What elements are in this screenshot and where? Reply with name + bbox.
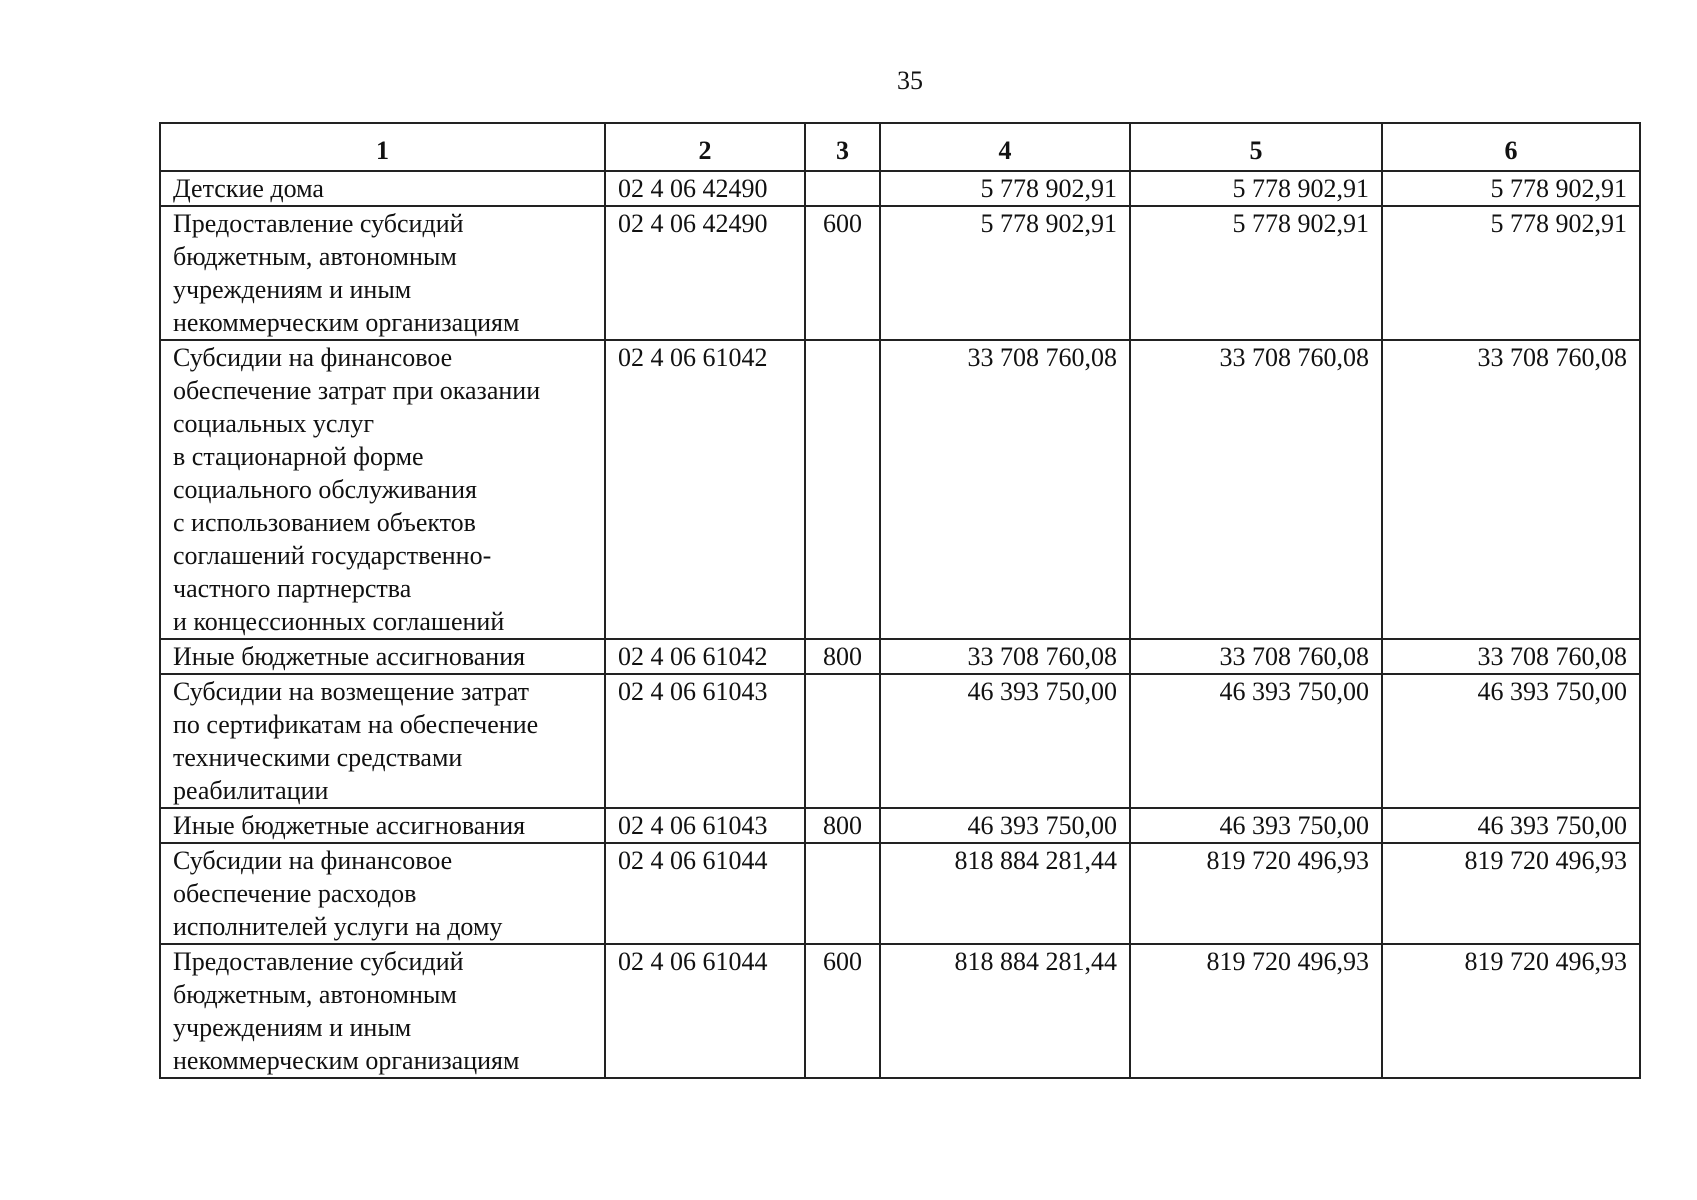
header-col-2: 2 <box>605 123 805 171</box>
row-value-6: 5 778 902,91 <box>1382 206 1640 340</box>
row-code: 02 4 06 42490 <box>605 171 805 206</box>
table-row <box>160 639 1640 674</box>
row-code: 02 4 06 61043 <box>605 674 805 808</box>
row-name: Предоставление субсидий бюджетным, автономным учреждениям и иным некоммерческим организациям <box>160 944 605 1078</box>
row-name: Субсидии на финансовое обеспечение затрат при оказании социальных услуг в стационарной форме социального обслуживания с использованием объектов соглашений государственно- частного партнерства и концессионных соглашений <box>160 340 605 639</box>
row-value-4: 33 708 760,08 <box>880 340 1130 639</box>
row-value-6: 819 720 496,93 <box>1382 843 1640 944</box>
row-value-5: 5 778 902,91 <box>1130 206 1382 340</box>
row-value-4: 33 708 760,08 <box>880 639 1130 674</box>
row-value-4: 5 778 902,91 <box>880 171 1130 206</box>
row-code: 02 4 06 61042 <box>605 340 805 639</box>
row-code: 02 4 06 61043 <box>605 808 805 843</box>
table-row <box>160 944 1640 1078</box>
row-code: 02 4 06 61044 <box>605 843 805 944</box>
row-value-4: 5 778 902,91 <box>880 206 1130 340</box>
row-value-4: 818 884 281,44 <box>880 944 1130 1078</box>
table-row <box>160 674 1640 808</box>
row-value-6: 46 393 750,00 <box>1382 674 1640 808</box>
row-value-5: 33 708 760,08 <box>1130 340 1382 639</box>
row-value-6: 46 393 750,00 <box>1382 808 1640 843</box>
row-value-5: 5 778 902,91 <box>1130 171 1382 206</box>
header-col-4: 4 <box>880 123 1130 171</box>
table-row <box>160 171 1640 206</box>
row-type: 800 <box>805 808 880 843</box>
row-name: Субсидии на возмещение затрат по сертификатам на обеспечение техническими средствами реабилитации <box>160 674 605 808</box>
header-col-6: 6 <box>1382 123 1640 171</box>
row-value-5: 46 393 750,00 <box>1130 674 1382 808</box>
row-code: 02 4 06 61042 <box>605 639 805 674</box>
row-type: 600 <box>805 944 880 1078</box>
row-type <box>805 171 880 206</box>
row-value-4: 818 884 281,44 <box>880 843 1130 944</box>
table-row <box>160 206 1640 340</box>
row-name: Предоставление субсидий бюджетным, автономным учреждениям и иным некоммерческим организациям <box>160 206 605 340</box>
header-col-1: 1 <box>160 123 605 171</box>
page-number: 35 <box>897 66 923 95</box>
row-value-4: 46 393 750,00 <box>880 808 1130 843</box>
row-type: 800 <box>805 639 880 674</box>
row-value-5: 46 393 750,00 <box>1130 808 1382 843</box>
row-value-5: 819 720 496,93 <box>1130 843 1382 944</box>
row-code: 02 4 06 42490 <box>605 206 805 340</box>
budget-table <box>159 122 1641 1079</box>
row-value-5: 819 720 496,93 <box>1130 944 1382 1078</box>
header-row <box>160 123 1640 171</box>
row-value-5: 33 708 760,08 <box>1130 639 1382 674</box>
row-value-6: 33 708 760,08 <box>1382 639 1640 674</box>
table-row <box>160 808 1640 843</box>
row-value-4: 46 393 750,00 <box>880 674 1130 808</box>
row-value-6: 5 778 902,91 <box>1382 171 1640 206</box>
row-value-6: 33 708 760,08 <box>1382 340 1640 639</box>
row-name: Иные бюджетные ассигнования <box>160 808 605 843</box>
row-type <box>805 843 880 944</box>
row-name: Иные бюджетные ассигнования <box>160 639 605 674</box>
table-row <box>160 340 1640 639</box>
row-type: 600 <box>805 206 880 340</box>
table-row <box>160 843 1640 944</box>
row-name: Детские дома <box>160 171 605 206</box>
header-col-5: 5 <box>1130 123 1382 171</box>
row-code: 02 4 06 61044 <box>605 944 805 1078</box>
row-type <box>805 674 880 808</box>
header-col-3: 3 <box>805 123 880 171</box>
row-name: Субсидии на финансовое обеспечение расходов исполнителей услуги на дому <box>160 843 605 944</box>
row-type <box>805 340 880 639</box>
row-value-6: 819 720 496,93 <box>1382 944 1640 1078</box>
